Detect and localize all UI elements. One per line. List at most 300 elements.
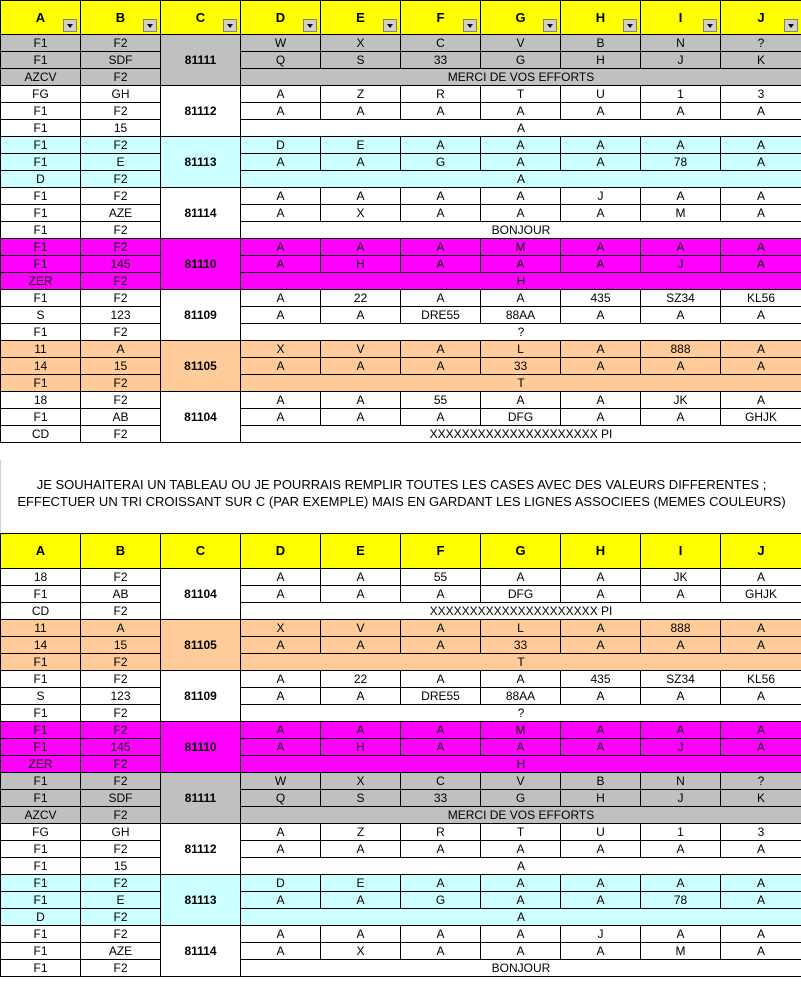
table-cell[interactable]: F2 bbox=[81, 290, 161, 307]
merged-cell[interactable]: A bbox=[241, 858, 801, 875]
table-cell[interactable]: B bbox=[561, 35, 641, 52]
table-cell[interactable]: CD bbox=[1, 603, 81, 620]
table-cell[interactable]: 78 bbox=[641, 892, 721, 909]
table-cell[interactable]: 88AA bbox=[481, 307, 561, 324]
filter-dropdown-icon[interactable] bbox=[623, 19, 637, 32]
table-cell[interactable]: A bbox=[721, 875, 801, 892]
table-cell[interactable]: KL56 bbox=[721, 671, 801, 688]
code-cell[interactable]: 81109 bbox=[161, 671, 241, 722]
filter-dropdown-icon[interactable] bbox=[784, 19, 798, 32]
table-cell[interactable]: A bbox=[401, 205, 481, 222]
table-cell[interactable]: F2 bbox=[81, 603, 161, 620]
table-cell[interactable]: W bbox=[241, 35, 321, 52]
table-cell[interactable]: A bbox=[641, 637, 721, 654]
table-cell[interactable]: 18 bbox=[1, 569, 81, 586]
table-cell[interactable]: 88AA bbox=[481, 688, 561, 705]
merged-cell[interactable]: ? bbox=[241, 705, 801, 722]
code-cell[interactable]: 81114 bbox=[161, 188, 241, 239]
table-cell[interactable]: F2 bbox=[81, 807, 161, 824]
table-cell[interactable]: D bbox=[241, 875, 321, 892]
table-cell[interactable]: F1 bbox=[1, 654, 81, 671]
table-cell[interactable]: A bbox=[241, 307, 321, 324]
table-cell[interactable]: A bbox=[241, 290, 321, 307]
table-cell[interactable]: A bbox=[641, 188, 721, 205]
table-cell[interactable]: F2 bbox=[81, 273, 161, 290]
merged-cell[interactable]: H bbox=[241, 273, 801, 290]
table-cell[interactable]: A bbox=[241, 188, 321, 205]
table-cell[interactable]: A bbox=[561, 409, 641, 426]
table-cell[interactable]: A bbox=[561, 892, 641, 909]
table-cell[interactable]: A bbox=[401, 671, 481, 688]
table-cell[interactable]: A bbox=[481, 188, 561, 205]
table-cell[interactable]: F2 bbox=[81, 705, 161, 722]
table-cell[interactable]: A bbox=[641, 926, 721, 943]
table-cell[interactable]: A bbox=[481, 137, 561, 154]
table-cell[interactable]: DRE55 bbox=[401, 688, 481, 705]
table-cell[interactable]: N bbox=[641, 773, 721, 790]
merged-cell[interactable]: XXXXXXXXXXXXXXXXXXXXX PI bbox=[241, 426, 801, 443]
table-cell[interactable]: M bbox=[481, 239, 561, 256]
table-cell[interactable]: A bbox=[401, 722, 481, 739]
table-cell[interactable]: W bbox=[241, 773, 321, 790]
table-cell[interactable]: S bbox=[1, 307, 81, 324]
table-cell[interactable]: SZ34 bbox=[641, 671, 721, 688]
table-cell[interactable]: A bbox=[721, 103, 801, 120]
table-cell[interactable]: A bbox=[241, 586, 321, 603]
table-cell[interactable]: M bbox=[641, 943, 721, 960]
table-cell[interactable]: F1 bbox=[1, 858, 81, 875]
table-cell[interactable]: F1 bbox=[1, 103, 81, 120]
table-cell[interactable]: F2 bbox=[81, 171, 161, 188]
table-cell[interactable]: A bbox=[241, 926, 321, 943]
merged-cell[interactable]: T bbox=[241, 375, 801, 392]
table-cell[interactable]: A bbox=[721, 722, 801, 739]
table-cell[interactable]: A bbox=[721, 137, 801, 154]
table-cell[interactable]: F1 bbox=[1, 790, 81, 807]
table-cell[interactable]: 435 bbox=[561, 290, 641, 307]
table-cell[interactable]: A bbox=[321, 926, 401, 943]
table-cell[interactable]: 55 bbox=[401, 569, 481, 586]
table-cell[interactable]: J bbox=[561, 926, 641, 943]
table-cell[interactable]: ZER bbox=[1, 756, 81, 773]
table-cell[interactable]: K bbox=[721, 790, 801, 807]
table-cell[interactable]: F2 bbox=[81, 875, 161, 892]
table-cell[interactable]: A bbox=[641, 307, 721, 324]
table-cell[interactable]: A bbox=[561, 943, 641, 960]
table-cell[interactable]: A bbox=[401, 188, 481, 205]
table-cell[interactable]: F2 bbox=[81, 960, 161, 977]
table-cell[interactable]: F2 bbox=[81, 756, 161, 773]
table-cell[interactable]: GH bbox=[81, 86, 161, 103]
table-cell[interactable]: J bbox=[641, 52, 721, 69]
table-cell[interactable]: A bbox=[561, 205, 641, 222]
table-cell[interactable]: A bbox=[721, 688, 801, 705]
table-cell[interactable]: F1 bbox=[1, 222, 81, 239]
table-cell[interactable]: A bbox=[321, 688, 401, 705]
table-cell[interactable]: A bbox=[321, 409, 401, 426]
table-cell[interactable]: A bbox=[721, 739, 801, 756]
merged-cell[interactable]: T bbox=[241, 654, 801, 671]
table-cell[interactable]: F1 bbox=[1, 120, 81, 137]
table-cell[interactable]: F2 bbox=[81, 69, 161, 86]
table-cell[interactable]: 145 bbox=[81, 739, 161, 756]
table-cell[interactable]: U bbox=[561, 824, 641, 841]
table-cell[interactable]: A bbox=[561, 392, 641, 409]
column-header-c[interactable] bbox=[161, 1, 241, 35]
code-cell[interactable]: 81111 bbox=[161, 35, 241, 86]
table-cell[interactable]: F1 bbox=[1, 960, 81, 977]
table-cell[interactable]: M bbox=[641, 205, 721, 222]
table-cell[interactable]: A bbox=[401, 586, 481, 603]
table-cell[interactable]: A bbox=[561, 256, 641, 273]
table-cell[interactable]: F1 bbox=[1, 137, 81, 154]
column-header-f[interactable] bbox=[401, 1, 481, 35]
table-cell[interactable]: X bbox=[241, 341, 321, 358]
table-cell[interactable]: A bbox=[481, 154, 561, 171]
table-cell[interactable]: A bbox=[241, 569, 321, 586]
column-header-i[interactable] bbox=[641, 1, 721, 35]
column-header-e[interactable] bbox=[321, 1, 401, 35]
table-cell[interactable]: A bbox=[721, 188, 801, 205]
table-cell[interactable]: 435 bbox=[561, 671, 641, 688]
table-cell[interactable]: A bbox=[321, 307, 401, 324]
table-cell[interactable]: A bbox=[721, 154, 801, 171]
merged-cell[interactable]: H bbox=[241, 756, 801, 773]
table-cell[interactable]: A bbox=[401, 620, 481, 637]
table-cell[interactable]: A bbox=[241, 688, 321, 705]
table-cell[interactable]: 55 bbox=[401, 392, 481, 409]
table-cell[interactable]: A bbox=[721, 841, 801, 858]
table-cell[interactable]: F1 bbox=[1, 290, 81, 307]
table-cell[interactable]: E bbox=[81, 154, 161, 171]
column-header-b[interactable] bbox=[81, 1, 161, 35]
filter-dropdown-icon[interactable] bbox=[303, 19, 317, 32]
filter-dropdown-icon[interactable] bbox=[703, 19, 717, 32]
code-cell[interactable]: 81111 bbox=[161, 773, 241, 824]
table-cell[interactable]: A bbox=[641, 875, 721, 892]
table-cell[interactable]: A bbox=[481, 205, 561, 222]
table-cell[interactable]: F2 bbox=[81, 222, 161, 239]
table-cell[interactable]: A bbox=[561, 137, 641, 154]
table-cell[interactable]: F2 bbox=[81, 671, 161, 688]
table-cell[interactable]: A bbox=[241, 409, 321, 426]
table-cell[interactable]: E bbox=[321, 875, 401, 892]
table-cell[interactable]: J bbox=[641, 739, 721, 756]
table-cell[interactable]: J bbox=[641, 256, 721, 273]
table-cell[interactable]: A bbox=[241, 943, 321, 960]
table-cell[interactable]: ? bbox=[721, 773, 801, 790]
table-cell[interactable]: A bbox=[481, 256, 561, 273]
table-cell[interactable]: L bbox=[481, 341, 561, 358]
table-cell[interactable]: A bbox=[321, 637, 401, 654]
table-cell[interactable]: A bbox=[321, 392, 401, 409]
table-cell[interactable]: A bbox=[241, 841, 321, 858]
table-cell[interactable]: A bbox=[241, 892, 321, 909]
table-cell[interactable]: F2 bbox=[81, 654, 161, 671]
table-cell[interactable]: Z bbox=[321, 86, 401, 103]
table-cell[interactable]: X bbox=[321, 35, 401, 52]
table-cell[interactable]: A bbox=[641, 722, 721, 739]
code-cell[interactable]: 81112 bbox=[161, 86, 241, 137]
code-cell[interactable]: 81109 bbox=[161, 290, 241, 341]
table-cell[interactable]: A bbox=[721, 205, 801, 222]
table-cell[interactable]: SDF bbox=[81, 790, 161, 807]
table-cell[interactable]: F1 bbox=[1, 739, 81, 756]
merged-cell[interactable]: MERCI DE VOS EFFORTS bbox=[241, 69, 801, 86]
table-cell[interactable]: F2 bbox=[81, 239, 161, 256]
merged-cell[interactable]: BONJOUR bbox=[241, 960, 801, 977]
table-cell[interactable]: T bbox=[481, 86, 561, 103]
table-cell[interactable]: F2 bbox=[81, 722, 161, 739]
table-cell[interactable]: A bbox=[81, 341, 161, 358]
table-cell[interactable]: A bbox=[481, 841, 561, 858]
table-cell[interactable]: JK bbox=[641, 569, 721, 586]
table-cell[interactable]: 15 bbox=[81, 637, 161, 654]
table-cell[interactable]: F1 bbox=[1, 52, 81, 69]
table-cell[interactable]: A bbox=[321, 841, 401, 858]
table-cell[interactable]: 15 bbox=[81, 120, 161, 137]
table-cell[interactable]: A bbox=[481, 875, 561, 892]
table-cell[interactable]: A bbox=[561, 875, 641, 892]
table-cell[interactable]: F2 bbox=[81, 841, 161, 858]
table-cell[interactable]: X bbox=[321, 205, 401, 222]
table-cell[interactable]: F2 bbox=[81, 773, 161, 790]
table-cell[interactable]: F2 bbox=[81, 103, 161, 120]
table-cell[interactable]: A bbox=[321, 103, 401, 120]
table-cell[interactable]: A bbox=[561, 586, 641, 603]
table-cell[interactable]: A bbox=[401, 409, 481, 426]
table-cell[interactable]: A bbox=[241, 256, 321, 273]
table-cell[interactable]: J bbox=[641, 790, 721, 807]
table-cell[interactable]: V bbox=[481, 35, 561, 52]
table-cell[interactable]: A bbox=[241, 86, 321, 103]
table-cell[interactable]: F1 bbox=[1, 205, 81, 222]
filter-dropdown-icon[interactable] bbox=[383, 19, 397, 32]
table-cell[interactable]: F1 bbox=[1, 586, 81, 603]
filter-dropdown-icon[interactable] bbox=[63, 19, 77, 32]
table-cell[interactable]: CD bbox=[1, 426, 81, 443]
table-cell[interactable]: AZCV bbox=[1, 69, 81, 86]
table-cell[interactable]: A bbox=[321, 239, 401, 256]
table-cell[interactable]: A bbox=[641, 841, 721, 858]
table-cell[interactable]: F1 bbox=[1, 892, 81, 909]
table-cell[interactable]: 888 bbox=[641, 341, 721, 358]
table-cell[interactable]: F1 bbox=[1, 943, 81, 960]
table-cell[interactable]: A bbox=[641, 103, 721, 120]
table-cell[interactable]: A bbox=[321, 569, 401, 586]
table-cell[interactable]: F1 bbox=[1, 773, 81, 790]
table-cell[interactable]: A bbox=[401, 841, 481, 858]
table-cell[interactable]: A bbox=[481, 392, 561, 409]
table-cell[interactable]: X bbox=[241, 620, 321, 637]
table-cell[interactable]: H bbox=[561, 52, 641, 69]
table-cell[interactable]: Q bbox=[241, 790, 321, 807]
table-cell[interactable]: A bbox=[401, 103, 481, 120]
column-header-h[interactable] bbox=[561, 1, 641, 35]
table-cell[interactable]: 33 bbox=[401, 790, 481, 807]
table-cell[interactable]: A bbox=[241, 739, 321, 756]
table-cell[interactable]: V bbox=[321, 341, 401, 358]
table-cell[interactable]: 145 bbox=[81, 256, 161, 273]
table-cell[interactable]: A bbox=[241, 824, 321, 841]
table-cell[interactable]: A bbox=[401, 239, 481, 256]
table-cell[interactable]: F2 bbox=[81, 392, 161, 409]
table-cell[interactable]: A bbox=[241, 205, 321, 222]
table-cell[interactable]: 22 bbox=[321, 290, 401, 307]
table-cell[interactable]: DFG bbox=[481, 409, 561, 426]
table-cell[interactable]: F2 bbox=[81, 324, 161, 341]
code-cell[interactable]: 81110 bbox=[161, 239, 241, 290]
table-cell[interactable]: A bbox=[641, 239, 721, 256]
table-cell[interactable]: 888 bbox=[641, 620, 721, 637]
table-cell[interactable]: 11 bbox=[1, 341, 81, 358]
filter-dropdown-icon[interactable] bbox=[143, 19, 157, 32]
table-cell[interactable]: A bbox=[401, 256, 481, 273]
table-cell[interactable]: A bbox=[481, 892, 561, 909]
filter-dropdown-icon[interactable] bbox=[543, 19, 557, 32]
table-cell[interactable]: ZER bbox=[1, 273, 81, 290]
table-cell[interactable]: D bbox=[241, 137, 321, 154]
table-cell[interactable]: A bbox=[321, 722, 401, 739]
table-cell[interactable]: A bbox=[641, 688, 721, 705]
table-cell[interactable]: A bbox=[561, 307, 641, 324]
table-cell[interactable]: AB bbox=[81, 409, 161, 426]
table-cell[interactable]: 33 bbox=[481, 358, 561, 375]
table-cell[interactable]: F1 bbox=[1, 705, 81, 722]
table-cell[interactable]: 123 bbox=[81, 307, 161, 324]
filter-dropdown-icon[interactable] bbox=[463, 19, 477, 32]
table-cell[interactable]: A bbox=[481, 943, 561, 960]
table-cell[interactable]: A bbox=[561, 739, 641, 756]
table-cell[interactable]: A bbox=[401, 137, 481, 154]
table-cell[interactable]: F1 bbox=[1, 239, 81, 256]
table-cell[interactable]: F2 bbox=[81, 926, 161, 943]
table-cell[interactable]: A bbox=[561, 688, 641, 705]
table-cell[interactable]: A bbox=[401, 875, 481, 892]
table-cell[interactable]: AB bbox=[81, 586, 161, 603]
table-cell[interactable]: DFG bbox=[481, 586, 561, 603]
table-cell[interactable]: A bbox=[401, 341, 481, 358]
table-cell[interactable]: G bbox=[401, 154, 481, 171]
table-cell[interactable]: A bbox=[241, 392, 321, 409]
table-cell[interactable]: X bbox=[321, 773, 401, 790]
column-header-a[interactable] bbox=[1, 1, 81, 35]
table-cell[interactable]: A bbox=[721, 620, 801, 637]
table-cell[interactable]: A bbox=[721, 943, 801, 960]
table-cell[interactable]: A bbox=[481, 290, 561, 307]
table-cell[interactable]: GH bbox=[81, 824, 161, 841]
table-cell[interactable]: 15 bbox=[81, 858, 161, 875]
table-cell[interactable]: A bbox=[401, 290, 481, 307]
table-cell[interactable]: A bbox=[721, 358, 801, 375]
table-cell[interactable]: S bbox=[321, 790, 401, 807]
merged-cell[interactable]: XXXXXXXXXXXXXXXXXXXXX PI bbox=[241, 603, 801, 620]
table-cell[interactable]: 1 bbox=[641, 86, 721, 103]
table-cell[interactable]: F1 bbox=[1, 188, 81, 205]
table-cell[interactable]: 3 bbox=[721, 824, 801, 841]
table-cell[interactable]: R bbox=[401, 86, 481, 103]
table-cell[interactable]: A bbox=[321, 358, 401, 375]
table-cell[interactable]: A bbox=[641, 586, 721, 603]
table-cell[interactable]: E bbox=[81, 892, 161, 909]
table-cell[interactable]: A bbox=[641, 137, 721, 154]
table-cell[interactable]: A bbox=[721, 392, 801, 409]
table-cell[interactable]: A bbox=[561, 341, 641, 358]
table-cell[interactable]: F2 bbox=[81, 137, 161, 154]
table-cell[interactable]: 78 bbox=[641, 154, 721, 171]
table-cell[interactable]: SDF bbox=[81, 52, 161, 69]
table-cell[interactable]: F1 bbox=[1, 409, 81, 426]
table-cell[interactable]: 1 bbox=[641, 824, 721, 841]
table-cell[interactable]: A bbox=[721, 926, 801, 943]
table-cell[interactable]: 33 bbox=[481, 637, 561, 654]
table-cell[interactable]: F1 bbox=[1, 35, 81, 52]
filter-dropdown-icon[interactable] bbox=[223, 19, 237, 32]
table-cell[interactable]: A bbox=[401, 358, 481, 375]
table-cell[interactable]: 123 bbox=[81, 688, 161, 705]
table-cell[interactable]: A bbox=[321, 892, 401, 909]
code-cell[interactable]: 81110 bbox=[161, 722, 241, 773]
table-cell[interactable]: 22 bbox=[321, 671, 401, 688]
table-cell[interactable]: A bbox=[561, 239, 641, 256]
table-cell[interactable]: 14 bbox=[1, 637, 81, 654]
table-cell[interactable]: GHJK bbox=[721, 409, 801, 426]
table-cell[interactable]: A bbox=[401, 926, 481, 943]
table-cell[interactable]: M bbox=[481, 722, 561, 739]
table-cell[interactable]: F2 bbox=[81, 569, 161, 586]
merged-cell[interactable]: A bbox=[241, 909, 801, 926]
table-cell[interactable]: D bbox=[1, 909, 81, 926]
column-header-g[interactable] bbox=[481, 1, 561, 35]
merged-cell[interactable]: A bbox=[241, 120, 801, 137]
table-cell[interactable]: S bbox=[1, 688, 81, 705]
table-cell[interactable]: A bbox=[241, 671, 321, 688]
table-cell[interactable]: AZE bbox=[81, 943, 161, 960]
table-cell[interactable]: A bbox=[721, 569, 801, 586]
table-cell[interactable]: F1 bbox=[1, 154, 81, 171]
table-cell[interactable]: A bbox=[481, 103, 561, 120]
table-cell[interactable]: A bbox=[641, 409, 721, 426]
table-cell[interactable]: F1 bbox=[1, 841, 81, 858]
table-cell[interactable]: F2 bbox=[81, 909, 161, 926]
table-cell[interactable]: S bbox=[321, 52, 401, 69]
table-cell[interactable]: 15 bbox=[81, 358, 161, 375]
table-cell[interactable]: A bbox=[241, 154, 321, 171]
merged-cell[interactable]: MERCI DE VOS EFFORTS bbox=[241, 807, 801, 824]
table-cell[interactable]: U bbox=[561, 86, 641, 103]
table-cell[interactable]: F1 bbox=[1, 926, 81, 943]
table-cell[interactable]: 11 bbox=[1, 620, 81, 637]
table-cell[interactable]: A bbox=[641, 358, 721, 375]
table-cell[interactable]: A bbox=[561, 841, 641, 858]
table-cell[interactable]: ? bbox=[721, 35, 801, 52]
table-cell[interactable]: H bbox=[321, 256, 401, 273]
table-cell[interactable]: G bbox=[481, 790, 561, 807]
table-cell[interactable]: A bbox=[241, 637, 321, 654]
code-cell[interactable]: 81104 bbox=[161, 392, 241, 443]
table-cell[interactable]: A bbox=[321, 188, 401, 205]
code-cell[interactable]: 81105 bbox=[161, 341, 241, 392]
table-cell[interactable]: R bbox=[401, 824, 481, 841]
code-cell[interactable]: 81113 bbox=[161, 875, 241, 926]
table-cell[interactable]: A bbox=[81, 620, 161, 637]
table-cell[interactable]: T bbox=[481, 824, 561, 841]
table-cell[interactable]: L bbox=[481, 620, 561, 637]
table-cell[interactable]: FG bbox=[1, 86, 81, 103]
table-cell[interactable]: B bbox=[561, 773, 641, 790]
code-cell[interactable]: 81112 bbox=[161, 824, 241, 875]
table-cell[interactable]: H bbox=[321, 739, 401, 756]
